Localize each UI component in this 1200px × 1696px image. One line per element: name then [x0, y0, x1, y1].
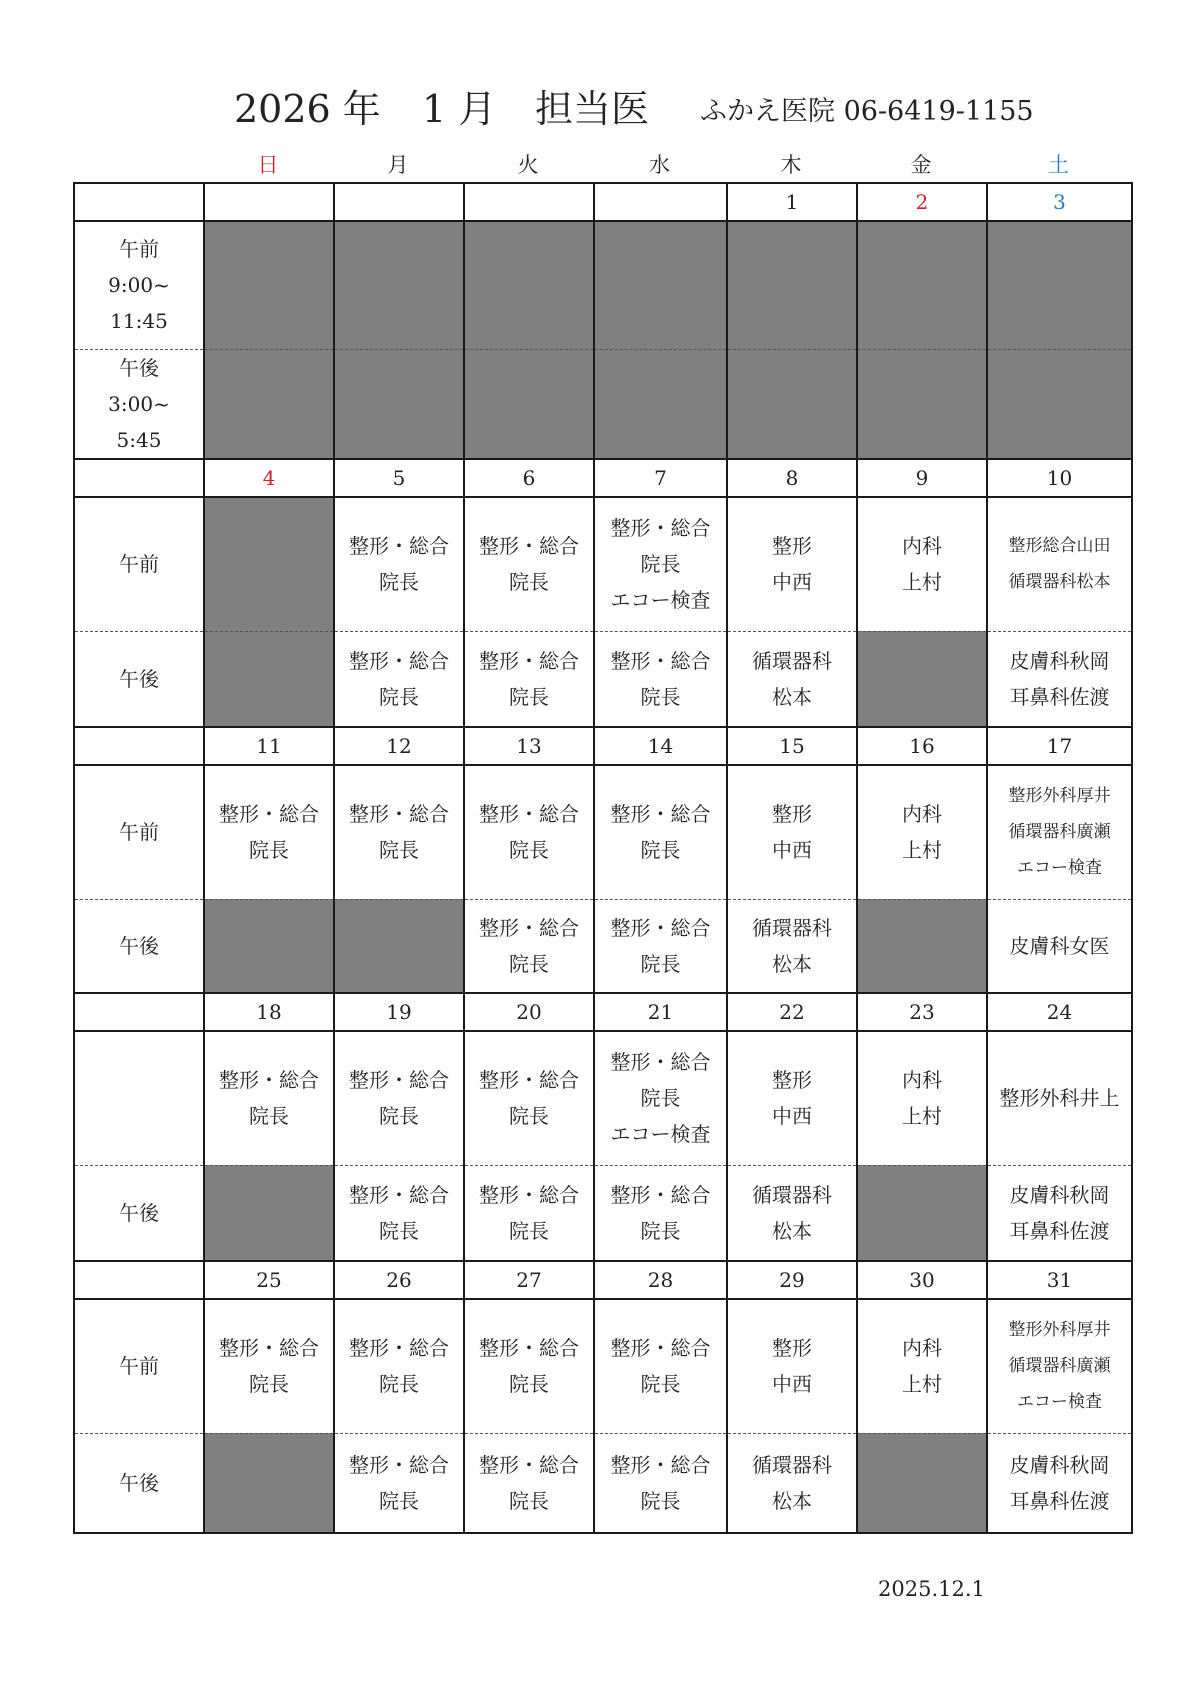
- closed-cell: [334, 221, 464, 349]
- cell-line: 整形・総合: [610, 1050, 711, 1075]
- pm-row: [74, 1433, 1132, 1533]
- cell-line: 午前: [119, 237, 159, 262]
- cell-line: 皮膚科秋岡: [1009, 1452, 1110, 1477]
- cell-line: 整形・総合: [479, 802, 579, 827]
- day-number: 21: [594, 993, 727, 1031]
- closed-cell: [857, 631, 987, 727]
- cell-line: 院長: [640, 1218, 681, 1243]
- closed-cell: [727, 221, 857, 349]
- cell-line: 整形・総合: [610, 648, 711, 673]
- clinic-name-phone: ふかえ医院 06-6419-1155: [700, 96, 1034, 127]
- date-row: [74, 993, 1132, 1031]
- cell-line: 整形外科井上: [999, 1086, 1120, 1111]
- day-number: 27: [464, 1261, 594, 1299]
- am-cell: [334, 1031, 464, 1165]
- pm-cell: [594, 899, 727, 993]
- am-cell: [464, 1031, 594, 1165]
- day-number: 16: [857, 727, 987, 765]
- cell-line: 循環器科: [752, 915, 832, 940]
- day-number: [464, 183, 594, 221]
- cell-line: 院長: [249, 1104, 289, 1129]
- cell-line: 院長: [379, 1104, 419, 1129]
- day-number: 14: [594, 727, 727, 765]
- schedule-title: [0, 82, 1200, 142]
- am-cell: [594, 1031, 727, 1165]
- cell-line: エコー検査: [610, 588, 711, 613]
- closed-cell: [857, 1165, 987, 1261]
- cell-line: 院長: [509, 570, 549, 595]
- am-label: [74, 1031, 204, 1165]
- day-number: 13: [464, 727, 594, 765]
- cell-line: 院長: [509, 1372, 549, 1397]
- date-row-label: [74, 1261, 204, 1299]
- weekday-0: 日: [257, 153, 279, 177]
- cell-line: 院長: [379, 1488, 419, 1513]
- closed-cell: [204, 631, 334, 727]
- cell-line: 整形・総合: [610, 915, 711, 940]
- cell-line: 整形・総合: [479, 1452, 579, 1477]
- closed-cell: [727, 349, 857, 459]
- cell-line: 内科: [902, 534, 942, 559]
- cell-line: 整形・総合: [479, 1336, 579, 1361]
- am-cell: [857, 497, 987, 631]
- date-row: [74, 727, 1132, 765]
- am-cell: [464, 1299, 594, 1433]
- pm-cell: [987, 899, 1132, 993]
- cell-line: 整形・総合: [479, 648, 579, 673]
- am-cell: [594, 1299, 727, 1433]
- am-cell: [727, 1031, 857, 1165]
- cell-line: 整形・総合: [610, 516, 711, 541]
- day-number: 6: [464, 459, 594, 497]
- day-number: [334, 183, 464, 221]
- day-number: 2: [857, 183, 987, 221]
- day-number: 10: [987, 459, 1132, 497]
- pm-row: [74, 349, 1132, 459]
- title-year: 2026 年: [234, 87, 381, 131]
- pm-cell: [987, 631, 1132, 727]
- day-number: 12: [334, 727, 464, 765]
- cell-line: 院長: [640, 1488, 681, 1513]
- am-row: [74, 497, 1132, 631]
- am-label: 午前: [74, 1299, 204, 1433]
- am-cell: [987, 497, 1132, 631]
- cell-line: 院長: [640, 684, 681, 709]
- cell-line: 整形・総合: [219, 1336, 319, 1361]
- cell-line: 院長: [509, 951, 549, 976]
- cell-line: 整形・総合: [610, 802, 711, 827]
- day-number: 22: [727, 993, 857, 1031]
- cell-line: エコー検査: [610, 1122, 711, 1147]
- weekday-6: 土: [1048, 153, 1069, 177]
- cell-line: 上村: [902, 1104, 942, 1129]
- cell-line: 院長: [249, 1372, 289, 1397]
- am-cell: [987, 1031, 1132, 1165]
- cell-line: 院長: [379, 1372, 419, 1397]
- cell-line: 整形・総合: [479, 915, 579, 940]
- am-cell: [987, 765, 1132, 899]
- weekday-2: 火: [517, 153, 539, 177]
- day-number: 28: [594, 1261, 727, 1299]
- am-cell: [204, 1299, 334, 1433]
- closed-cell: [464, 221, 594, 349]
- pm-cell: [464, 631, 594, 727]
- cell-line: 中西: [772, 1372, 812, 1397]
- cell-line: 整形外科厚井: [1008, 1320, 1111, 1341]
- pm-cell: [334, 1433, 464, 1533]
- day-number: 15: [727, 727, 857, 765]
- cell-line: 整形・総合: [349, 802, 449, 827]
- day-number: 1: [727, 183, 857, 221]
- closed-cell: [204, 221, 334, 349]
- date-row: [74, 459, 1132, 497]
- date-row-label: [74, 183, 204, 221]
- cell-line: 院長: [379, 1218, 419, 1243]
- cell-line: 整形・総合: [479, 534, 579, 559]
- cell-line: 上村: [902, 1372, 942, 1397]
- cell-line: 循環器科廣瀬: [1008, 822, 1111, 843]
- closed-cell: [204, 349, 334, 459]
- cell-line: 循環器科松本: [1008, 572, 1111, 593]
- cell-line: 院長: [379, 570, 419, 595]
- cell-line: 3:00~: [108, 391, 170, 416]
- pm-label: 午後: [74, 1165, 204, 1261]
- pm-cell: [594, 1165, 727, 1261]
- am-cell: [727, 497, 857, 631]
- closed-cell: [204, 497, 334, 631]
- cell-line: 院長: [379, 684, 419, 709]
- closed-cell: [857, 221, 987, 349]
- day-number: 3: [987, 183, 1132, 221]
- day-number: 19: [334, 993, 464, 1031]
- pm-cell: [987, 1433, 1132, 1533]
- cell-line: 整形・総合: [610, 1182, 711, 1207]
- closed-cell: [334, 349, 464, 459]
- day-number: 7: [594, 459, 727, 497]
- pm-label: [74, 349, 204, 459]
- cell-line: 内科: [902, 1068, 942, 1093]
- cell-line: 整形: [772, 534, 812, 559]
- closed-cell: [334, 899, 464, 993]
- am-cell: [857, 1299, 987, 1433]
- title-month: 1 月: [422, 87, 497, 131]
- cell-line: エコー検査: [1017, 858, 1102, 879]
- pm-row: [74, 899, 1132, 993]
- cell-line: 院長: [509, 1488, 549, 1513]
- cell-line: 整形・総合: [479, 1182, 579, 1207]
- date-row-label: [74, 459, 204, 497]
- pm-cell: [334, 631, 464, 727]
- cell-line: 松本: [772, 1218, 812, 1243]
- cell-line: 耳鼻科佐渡: [1009, 1218, 1110, 1243]
- cell-line: 9:00~: [108, 273, 170, 298]
- am-cell: [464, 765, 594, 899]
- cell-line: 耳鼻科佐渡: [1009, 1488, 1110, 1513]
- day-number: [594, 183, 727, 221]
- am-label: 午前: [74, 765, 204, 899]
- closed-cell: [204, 1433, 334, 1533]
- am-cell: [204, 765, 334, 899]
- cell-line: 午後: [119, 355, 159, 380]
- pm-cell: [594, 1433, 727, 1533]
- cell-line: 松本: [772, 951, 812, 976]
- cell-line: 中西: [772, 1104, 812, 1129]
- am-label: [74, 221, 204, 349]
- closed-cell: [594, 221, 727, 349]
- cell-line: 上村: [902, 838, 942, 863]
- cell-line: 院長: [640, 1086, 681, 1111]
- am-row: [74, 765, 1132, 899]
- cell-line: 循環器科廣瀬: [1008, 1356, 1111, 1377]
- day-number: 24: [987, 993, 1132, 1031]
- day-number: 31: [987, 1261, 1132, 1299]
- cell-line: 整形・総合: [610, 1336, 711, 1361]
- cell-line: 中西: [772, 838, 812, 863]
- day-number: 11: [204, 727, 334, 765]
- cell-line: 整形・総合: [479, 1068, 579, 1093]
- pm-cell: [987, 1165, 1132, 1261]
- weekday-1: 月: [387, 153, 409, 177]
- closed-cell: [857, 349, 987, 459]
- issue-date: 2025.12.1: [878, 1577, 985, 1601]
- cell-line: 整形・総合: [349, 1068, 449, 1093]
- am-row: [74, 1031, 1132, 1165]
- closed-cell: [857, 899, 987, 993]
- weekday-3: 水: [649, 153, 670, 177]
- pm-cell: [464, 1165, 594, 1261]
- cell-line: 院長: [509, 1218, 549, 1243]
- day-number: 29: [727, 1261, 857, 1299]
- am-cell: [334, 1299, 464, 1433]
- cell-line: 院長: [640, 552, 681, 577]
- weekday-5: 金: [910, 153, 932, 177]
- am-row: [74, 1299, 1132, 1433]
- cell-line: 院長: [640, 951, 681, 976]
- cell-line: 院長: [509, 838, 549, 863]
- day-number: 17: [987, 727, 1132, 765]
- cell-line: 整形・総合: [219, 1068, 319, 1093]
- am-cell: [594, 497, 727, 631]
- cell-line: 皮膚科秋岡: [1009, 1182, 1110, 1207]
- pm-label: 午後: [74, 899, 204, 993]
- am-row: [74, 221, 1132, 349]
- cell-line: 院長: [249, 838, 289, 863]
- am-cell: [594, 765, 727, 899]
- cell-line: 循環器科: [752, 648, 832, 673]
- pm-cell: [727, 1165, 857, 1261]
- am-cell: [204, 1031, 334, 1165]
- cell-line: 皮膚科女医: [1009, 933, 1110, 958]
- cell-line: 院長: [509, 684, 549, 709]
- pm-row: [74, 1165, 1132, 1261]
- pm-cell: [334, 1165, 464, 1261]
- cell-line: 松本: [772, 684, 812, 709]
- title-label: 担当医: [535, 87, 650, 131]
- cell-line: 院長: [640, 1372, 681, 1397]
- pm-label: 午後: [74, 631, 204, 727]
- day-number: 25: [204, 1261, 334, 1299]
- cell-line: 松本: [772, 1488, 812, 1513]
- cell-line: 上村: [902, 570, 942, 595]
- day-number: 20: [464, 993, 594, 1031]
- am-cell: [857, 1031, 987, 1165]
- closed-cell: [857, 1433, 987, 1533]
- cell-line: 整形: [772, 1336, 812, 1361]
- closed-cell: [987, 221, 1132, 349]
- day-number: [204, 183, 334, 221]
- closed-cell: [987, 349, 1132, 459]
- day-number: 23: [857, 993, 987, 1031]
- day-number: 4: [204, 459, 334, 497]
- am-cell: [464, 497, 594, 631]
- cell-line: 耳鼻科佐渡: [1009, 684, 1110, 709]
- am-cell: [987, 1299, 1132, 1433]
- day-number: 8: [727, 459, 857, 497]
- closed-cell: [464, 349, 594, 459]
- pm-cell: [464, 1433, 594, 1533]
- cell-line: 皮膚科秋岡: [1009, 648, 1110, 673]
- pm-cell: [594, 631, 727, 727]
- closed-cell: [204, 1165, 334, 1261]
- cell-line: 整形: [772, 802, 812, 827]
- day-number: 5: [334, 459, 464, 497]
- cell-line: 整形: [772, 1068, 812, 1093]
- cell-line: 整形総合山田: [1008, 536, 1111, 557]
- cell-line: 中西: [772, 570, 812, 595]
- doctor-schedule-table: [73, 182, 1133, 1534]
- am-cell: [334, 497, 464, 631]
- cell-line: 院長: [640, 838, 681, 863]
- cell-line: 整形外科厚井: [1008, 786, 1111, 807]
- cell-line: 内科: [902, 802, 942, 827]
- closed-cell: [204, 899, 334, 993]
- day-number: 30: [857, 1261, 987, 1299]
- cell-line: 院長: [379, 838, 419, 863]
- cell-line: 内科: [902, 1336, 942, 1361]
- date-row-label: [74, 727, 204, 765]
- day-number: 26: [334, 1261, 464, 1299]
- cell-line: 循環器科: [752, 1452, 832, 1477]
- date-row-label: [74, 993, 204, 1031]
- date-row: [74, 183, 1132, 221]
- cell-line: 整形・総合: [219, 802, 319, 827]
- cell-line: 整形・総合: [349, 534, 449, 559]
- pm-cell: [727, 1433, 857, 1533]
- pm-row: [74, 631, 1132, 727]
- am-cell: [857, 765, 987, 899]
- cell-line: 整形・総合: [349, 1182, 449, 1207]
- cell-line: 11:45: [110, 309, 168, 334]
- closed-cell: [594, 349, 727, 459]
- am-cell: [334, 765, 464, 899]
- am-cell: [727, 765, 857, 899]
- pm-cell: [464, 899, 594, 993]
- cell-line: 整形・総合: [349, 1336, 449, 1361]
- cell-line: 循環器科: [752, 1182, 832, 1207]
- pm-cell: [727, 899, 857, 993]
- weekday-4: 木: [780, 153, 802, 177]
- cell-line: エコー検査: [1017, 1392, 1102, 1413]
- day-number: 9: [857, 459, 987, 497]
- cell-line: 5:45: [116, 427, 162, 452]
- am-cell: [727, 1299, 857, 1433]
- cell-line: 整形・総合: [349, 1452, 449, 1477]
- cell-line: 整形・総合: [610, 1452, 711, 1477]
- pm-cell: [727, 631, 857, 727]
- cell-line: 整形・総合: [349, 648, 449, 673]
- date-row: [74, 1261, 1132, 1299]
- day-number: 18: [204, 993, 334, 1031]
- cell-line: 院長: [509, 1104, 549, 1129]
- pm-label: 午後: [74, 1433, 204, 1533]
- am-label: 午前: [74, 497, 204, 631]
